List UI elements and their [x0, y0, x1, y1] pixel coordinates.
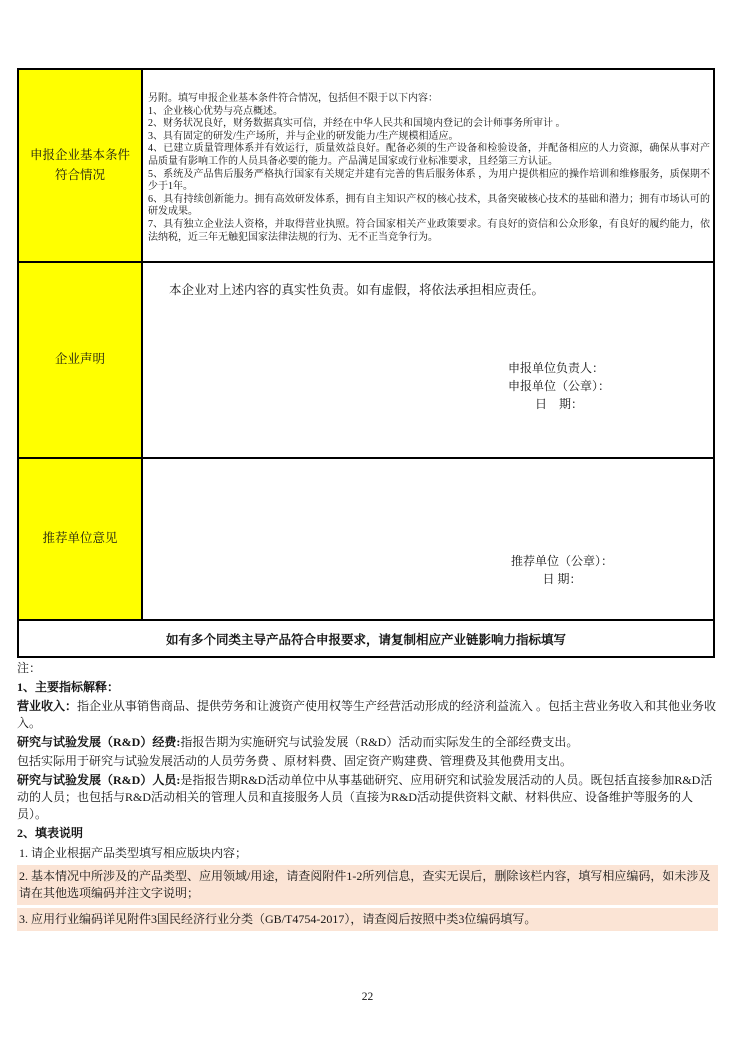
definition-rd-expenditure-text: 指报告期为实施研究与试验发展（R&D）活动而实际发生的全部经费支出。 [180, 735, 579, 749]
notes-section [17, 660, 718, 934]
row-enterprise-declaration [19, 263, 713, 459]
label-recommending-unit-opinion-text: 推荐单位意见 [42, 531, 118, 546]
declarant-unit-seal-line: 申报单位（公章）： [508, 379, 611, 393]
definition-operating-revenue [17, 698, 718, 732]
page-number: 22 [361, 991, 374, 1003]
duplicate-instruction-text: 如有多个同类主导产品符合申报要求，请复制相应产业链影响力指标填写 [165, 632, 566, 647]
row-basic-conditions [19, 70, 713, 263]
basic-conditions-intro: 另附。填写申报企业基本条件符合情况，包括但不限于以下内容： [148, 93, 438, 104]
basic-conditions-item: 3、具有固定的研发/生产场所，并与企业的研发能力/生产规模相适应。 [148, 130, 459, 142]
instruction-2-highlighted: 2. 基本情况中所涉及的产品类型、应用领域/用途，请查阅附件1-2所列信息，查实无误后，删除该栏内容，填写相应编码，如未涉及请在其他选项编码并注文字说明； [17, 865, 718, 905]
row-recommending-unit-opinion [19, 459, 713, 621]
declaration-signature-block [508, 359, 610, 413]
recommendation-date-line: 日 期： [542, 572, 582, 586]
definition-operating-revenue-term: 营业收入： [17, 699, 78, 713]
declaration-statement: 本企业对上述内容的真实性负责。如有虚假，将依法承担相应责任。 [169, 283, 545, 297]
instruction-1: 1. 请企业根据产品类型填写相应版块内容； [19, 846, 248, 860]
enterprise-declaration-content [143, 263, 713, 457]
basic-conditions-item: 4、已建立质量管理体系并有效运行，质量效益良好。配备必须的生产设备和检验设备，并配备相应的人力资源，确保从事对产品质量有影响工作的人员具备必要的能力。产品满足国家或行业标准要求，且经第三方认证。 [148, 143, 710, 167]
basic-conditions-item: 2、财务状况良好，财务数据真实可信，并经在中华人民共和国境内登记的会计师事务所审计 。 [148, 118, 566, 130]
label-enterprise-declaration-text: 企业声明 [54, 352, 105, 367]
label-recommending-unit-opinion [19, 459, 143, 619]
label-basic-conditions [19, 70, 143, 261]
label-basic-conditions-text: 申报企业基本条件符合情况 [29, 148, 130, 182]
definition-rd-expenditure [17, 734, 718, 751]
row-duplicate-instruction [19, 621, 713, 656]
basic-conditions-item: 6、具有持续创新能力。拥有高效研发体系，拥有自主知识产权的核心技术，具备突破核心技术的基础和潜力；拥有市场认可的研发成果。 [148, 193, 710, 218]
basic-conditions-item: 7、具有独立企业法人资格，并取得营业执照。符合国家相关产业政策要求。有良好的资信和公众形象，有良好的履约能力，依法纳税，近三年无触犯国家法律法规的行为、无不正当竞争行为。 [148, 218, 710, 243]
definition-rd-expenditure-term: 研究与试验发展（R&D）经费: [17, 735, 181, 749]
declarant-responsible-person-line: 申报单位负责人： [508, 361, 605, 375]
definition-rd-personnel-term: 研究与试验发展（R&D）人员: [17, 773, 181, 787]
notes-section1-title: 1、主要指标解释： [17, 680, 120, 694]
definition-rd-personnel-text: 是指报告期R&D活动单位中从事基础研究、应用研究和试验发展活动的人员。既包括直接参加R&D活动的人员；也包括与R&D活动相关的管理人员和直接服务人员（直接为R&D活动提供资料文献、材料供应、设备维护等服务的人员）。 [17, 773, 713, 821]
basic-conditions-item: 5、系统及产品售后服务严格执行国家有关规定并建有完善的售后服务体系 ，为用户提供相应的操作培训和维修服务，质保期不少于1年。 [148, 168, 710, 193]
recommending-unit-seal-line: 推荐单位（公章）： [511, 554, 614, 568]
basic-conditions-content [143, 70, 713, 261]
declaration-date-line: 日 期： [535, 397, 584, 411]
notes-header: 注： [17, 661, 42, 675]
instruction-3-highlighted: 3. 应用行业编码详见附件3国民经济行业分类（GB/T4754-2017），请查阅后按照中类3位编码填写。 [17, 908, 718, 931]
recommending-unit-content [143, 459, 713, 619]
definition-rd-expenditure-cont: 包括实际用于研究与试验发展活动的人员劳务费 、原材料费、固定资产购建费、管理费及其他费用支出。 [17, 754, 573, 768]
basic-conditions-item: 1、企业核心优势与亮点概述。 [148, 105, 283, 117]
notes-section2-title: 2、填表说明 [17, 826, 84, 840]
definition-operating-revenue-text: 指企业从事销售商品、提供劳务和让渡资产使用权等生产经营活动形成的经济利益流入 。包括主营业务收入和其他业务收入。 [17, 699, 717, 730]
recommendation-signature-block [511, 552, 613, 588]
application-form-table [17, 68, 715, 658]
label-enterprise-declaration [19, 263, 143, 457]
definition-rd-personnel [17, 772, 718, 823]
